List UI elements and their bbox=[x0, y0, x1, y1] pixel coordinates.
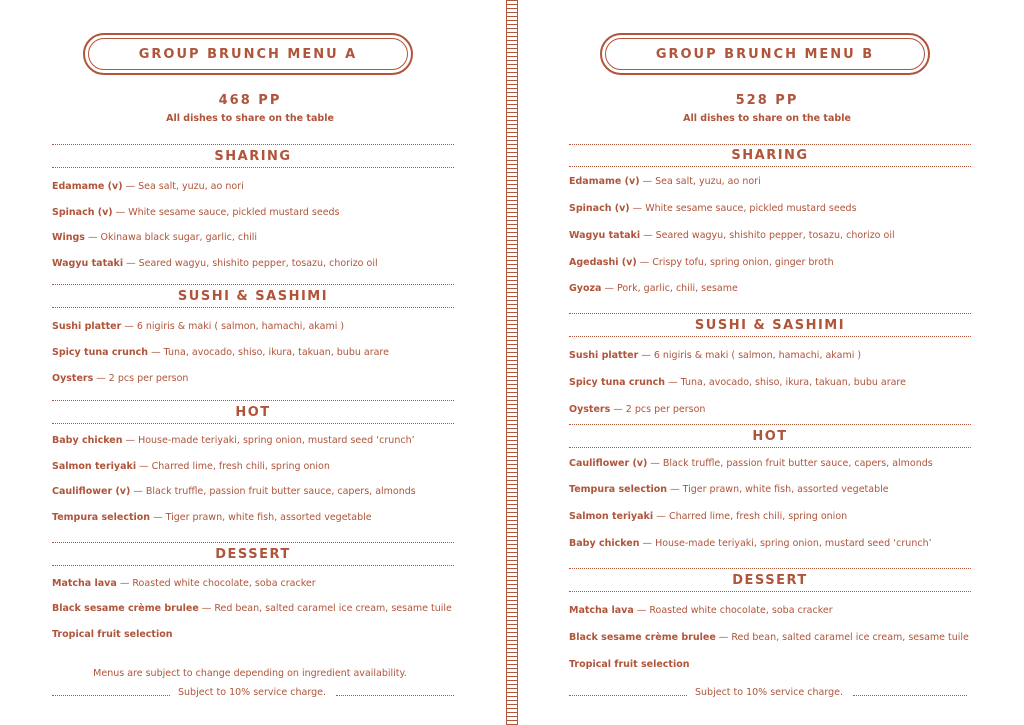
menu-b-section-sharing-title: SHARING bbox=[731, 148, 809, 163]
dish-description: Roasted white chocolate, soba cracker bbox=[132, 578, 316, 589]
divider-rule bbox=[569, 424, 971, 425]
dish-name: Spinach (v) bbox=[569, 203, 630, 214]
menu-item bbox=[52, 629, 173, 640]
menu-item: Spinach (v) — White sesame sauce, pickled mustard seeds bbox=[52, 207, 340, 218]
dish-name: Matcha lava bbox=[569, 605, 634, 616]
menu-item: Oysters — 2 pcs per person bbox=[569, 404, 706, 415]
dish-name: Salmon teriyaki bbox=[52, 461, 137, 472]
menu-a-footer-note: Menus are subject to change depending on ingredient availability. bbox=[93, 668, 407, 679]
dish-name: Sushi platter bbox=[52, 321, 122, 332]
dish-description: Tuna, avocado, shiso, ikura, takuan, bubu arare bbox=[680, 377, 906, 388]
menu-item: Spicy tuna crunch — Tuna, avocado, shiso, ikura, takuan, bubu arare bbox=[569, 377, 906, 388]
dish-name: Spinach (v) bbox=[52, 207, 113, 218]
divider-rule bbox=[569, 166, 971, 167]
menu-b-section-dessert-title: DESSERT bbox=[732, 573, 808, 588]
menu-item: Edamame (v) — Sea salt, yuzu, ao nori bbox=[569, 176, 761, 187]
dish-description: Sea salt, yuzu, ao nori bbox=[655, 176, 761, 187]
menu-a-service-charge: Subject to 10% service charge. bbox=[178, 687, 326, 698]
divider-rule bbox=[569, 144, 971, 145]
dish-name: Black sesame crème brulee bbox=[569, 632, 716, 643]
dish-name: Baby chicken bbox=[569, 538, 640, 549]
menu-item: Sushi platter — 6 nigiris & maki ( salmon, hamachi, akami ) bbox=[569, 350, 862, 361]
menu-item: Sushi platter — 6 nigiris & maki ( salmon, hamachi, akami ) bbox=[52, 321, 345, 332]
dish-description: Black truffle, passion fruit butter sauce, capers, almonds bbox=[662, 458, 933, 469]
menu-item: Tempura selection — Tiger prawn, white fish, assorted vegetable bbox=[52, 512, 372, 523]
dish-description: 2 pcs per person bbox=[108, 373, 189, 384]
dish-description: Charred lime, fresh chili, spring onion bbox=[668, 511, 848, 522]
dish-description: Tuna, avocado, shiso, ikura, takuan, bubu arare bbox=[163, 347, 389, 358]
dish-name: Cauliflower (v) bbox=[52, 486, 131, 497]
dish-description: Seared wagyu, shishito pepper, tosazu, chorizo oil bbox=[138, 258, 378, 269]
dish-name: Cauliflower (v) bbox=[569, 458, 648, 469]
dish-description: Tiger prawn, white fish, assorted vegetable bbox=[682, 484, 889, 495]
menu-a-share-note: All dishes to share on the table bbox=[166, 113, 334, 124]
dish-name: Wagyu tataki bbox=[52, 258, 124, 269]
divider-rule bbox=[52, 307, 454, 308]
menu-item: Gyoza — Pork, garlic, chili, sesame bbox=[569, 283, 738, 294]
menu-item: Spinach (v) — White sesame sauce, pickled mustard seeds bbox=[569, 203, 857, 214]
menu-item: Wagyu tataki — Seared wagyu, shishito pepper, tosazu, chorizo oil bbox=[52, 258, 378, 269]
menu-item: Wings — Okinawa black sugar, garlic, chili bbox=[52, 232, 258, 243]
dish-name: Spicy tuna crunch bbox=[569, 377, 666, 388]
menu-a-title: GROUP BRUNCH MENU A bbox=[88, 38, 408, 70]
dish-name: Wagyu tataki bbox=[569, 230, 641, 241]
dish-description: Pork, garlic, chili, sesame bbox=[617, 283, 738, 294]
menu-item: Baby chicken — House-made teriyaki, spring onion, mustard seed ‘crunch’ bbox=[52, 435, 415, 446]
menu-item: Salmon teriyaki — Charred lime, fresh chili, spring onion bbox=[52, 461, 330, 472]
dish-name: Spicy tuna crunch bbox=[52, 347, 149, 358]
dish-name: Salmon teriyaki bbox=[569, 511, 657, 522]
menu-a-section-sharing-title: SHARING bbox=[214, 149, 292, 164]
dish-description: White sesame sauce, pickled mustard seeds bbox=[645, 203, 857, 214]
menu-a-section-sushi-title: SUSHI & SASHIMI bbox=[177, 289, 329, 304]
menu-b-service-charge: Subject to 10% service charge. bbox=[695, 687, 843, 698]
dish-name: Edamame (v) bbox=[52, 181, 123, 192]
dish-description: Red bean, salted caramel ice cream, sesame tuile bbox=[214, 603, 452, 614]
divider-rule bbox=[52, 144, 454, 145]
divider-rule bbox=[52, 423, 454, 424]
dish-description: Charred lime, fresh chili, spring onion bbox=[151, 461, 330, 472]
divider-rule bbox=[52, 542, 454, 543]
dish-description: House-made teriyaki, spring onion, mustard seed ‘crunch’ bbox=[655, 538, 932, 549]
dish-name: Edamame (v) bbox=[569, 176, 640, 187]
divider-rule bbox=[52, 695, 170, 696]
divider-rule bbox=[853, 695, 967, 696]
dish-description: Sea salt, yuzu, ao nori bbox=[138, 181, 244, 192]
dish-name: Tropical fruit selection bbox=[52, 629, 173, 640]
dish-description: Roasted white chocolate, soba cracker bbox=[649, 605, 833, 616]
dish-description: Tiger prawn, white fish, assorted vegetable bbox=[165, 512, 372, 523]
menu-item: Tempura selection — Tiger prawn, white fish, assorted vegetable bbox=[569, 484, 889, 495]
dish-description: Black truffle, passion fruit butter sauce, capers, almonds bbox=[145, 486, 416, 497]
divider-rule bbox=[569, 695, 687, 696]
divider-rule bbox=[569, 568, 971, 569]
menu-a-title-frame bbox=[83, 33, 413, 75]
divider-rule bbox=[52, 284, 454, 285]
dish-name: Tropical fruit selection bbox=[569, 659, 690, 670]
menu-item: Baby chicken — House-made teriyaki, spring onion, mustard seed ‘crunch’ bbox=[569, 538, 932, 549]
divider-rule bbox=[52, 400, 454, 401]
dish-name: Matcha lava bbox=[52, 578, 117, 589]
menu-b-price: 528 PP bbox=[735, 93, 799, 108]
dish-name: Oysters bbox=[569, 404, 611, 415]
dish-description: 6 nigiris & maki ( salmon, hamachi, akami ) bbox=[136, 321, 345, 332]
dish-name: Agedashi (v) bbox=[569, 257, 637, 268]
menu-item: Matcha lava — Roasted white chocolate, soba cracker bbox=[52, 578, 316, 589]
menu-item: Cauliflower (v) — Black truffle, passion fruit butter sauce, capers, almonds bbox=[569, 458, 933, 469]
menu-a-price: 468 PP bbox=[218, 93, 282, 108]
menu-item: Matcha lava — Roasted white chocolate, soba cracker bbox=[569, 605, 833, 616]
dish-name: Tempura selection bbox=[569, 484, 668, 495]
divider-rule bbox=[52, 167, 454, 168]
menu-b-share-note: All dishes to share on the table bbox=[683, 113, 851, 124]
dish-description: White sesame sauce, pickled mustard seeds bbox=[128, 207, 340, 218]
menu-a-section-dessert-title: DESSERT bbox=[215, 547, 291, 562]
dish-description: Crispy tofu, spring onion, ginger broth bbox=[652, 257, 834, 268]
dish-name: Tempura selection bbox=[52, 512, 151, 523]
menu-b-section-sushi-title: SUSHI & SASHIMI bbox=[694, 318, 846, 333]
dish-description: 2 pcs per person bbox=[625, 404, 706, 415]
dish-description: Seared wagyu, shishito pepper, tosazu, chorizo oil bbox=[655, 230, 895, 241]
dish-name: Wings bbox=[52, 232, 85, 243]
divider-rule bbox=[569, 591, 971, 592]
menu-item: Black sesame crème brulee — Red bean, salted caramel ice cream, sesame tuile bbox=[569, 632, 969, 643]
menu-item bbox=[569, 659, 690, 670]
menu-item: Black sesame crème brulee — Red bean, salted caramel ice cream, sesame tuile bbox=[52, 603, 452, 614]
divider-rule bbox=[336, 695, 454, 696]
menu-item: Agedashi (v) — Crispy tofu, spring onion, ginger broth bbox=[569, 257, 834, 268]
divider-rule bbox=[569, 447, 971, 448]
dish-name: Baby chicken bbox=[52, 435, 123, 446]
dish-name: Oysters bbox=[52, 373, 94, 384]
dish-name: Gyoza bbox=[569, 283, 602, 294]
dish-description: Red bean, salted caramel ice cream, sesame tuile bbox=[731, 632, 969, 643]
menu-b-page bbox=[512, 0, 1024, 725]
menu-item: Spicy tuna crunch — Tuna, avocado, shiso, ikura, takuan, bubu arare bbox=[52, 347, 389, 358]
divider-rule bbox=[569, 336, 971, 337]
divider-rule bbox=[569, 313, 971, 314]
menu-item: Salmon teriyaki — Charred lime, fresh chili, spring onion bbox=[569, 511, 848, 522]
dish-description: 6 nigiris & maki ( salmon, hamachi, akami ) bbox=[653, 350, 862, 361]
menu-item: Edamame (v) — Sea salt, yuzu, ao nori bbox=[52, 181, 244, 192]
divider-rule bbox=[52, 565, 454, 566]
menu-b-section-hot-title: HOT bbox=[752, 429, 788, 444]
dish-name: Black sesame crème brulee bbox=[52, 603, 199, 614]
menu-b-title-frame bbox=[600, 33, 930, 75]
dish-description: House-made teriyaki, spring onion, mustard seed ‘crunch’ bbox=[138, 435, 415, 446]
menu-a-section-hot-title: HOT bbox=[235, 405, 271, 420]
menu-b-title: GROUP BRUNCH MENU B bbox=[605, 38, 925, 70]
dish-name: Sushi platter bbox=[569, 350, 639, 361]
menu-item: Cauliflower (v) — Black truffle, passion fruit butter sauce, capers, almonds bbox=[52, 486, 416, 497]
dish-description: Okinawa black sugar, garlic, chili bbox=[100, 232, 258, 243]
menu-item: Wagyu tataki — Seared wagyu, shishito pepper, tosazu, chorizo oil bbox=[569, 230, 895, 241]
menu-item: Oysters — 2 pcs per person bbox=[52, 373, 189, 384]
